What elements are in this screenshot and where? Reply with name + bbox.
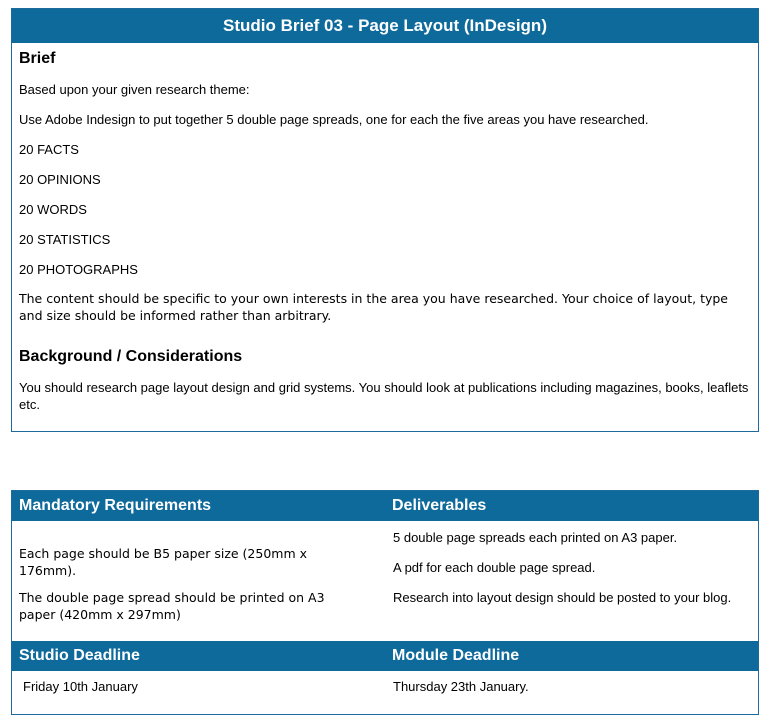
deliverable-item: A pdf for each double page spread. <box>393 560 596 575</box>
studio-deadline-heading: Studio Deadline <box>12 641 385 671</box>
studio-deadline-value: Friday 10th January <box>23 679 138 694</box>
background-text: You should research page layout design and grid systems. You should look at publications including magazines, books, leaflets etc. <box>19 380 749 412</box>
mandatory-item: The double page spread should be printed on A3 paper (420mm x 297mm) <box>19 590 325 622</box>
background-heading: Background / Considerations <box>19 348 243 365</box>
area-item-facts: 20 FACTS <box>19 142 79 157</box>
deliverable-item: Research into layout design should be posted to your blog. <box>393 590 732 605</box>
module-deadline-heading: Module Deadline <box>385 641 758 671</box>
mandatory-heading: Mandatory Requirements <box>12 491 385 521</box>
area-item-statistics: 20 STATISTICS <box>19 232 111 247</box>
area-item-opinions: 20 OPINIONS <box>19 172 101 187</box>
area-item-words: 20 WORDS <box>19 202 87 217</box>
area-item-photographs: 20 PHOTOGRAPHS <box>19 262 138 277</box>
mandatory-item: Each page should be B5 paper size (250mm x 176mm). <box>19 546 308 578</box>
brief-panel <box>11 8 759 432</box>
brief-intro: Based upon your given research theme: <box>19 82 250 97</box>
requirements-panel <box>11 490 759 715</box>
brief-heading: Brief <box>19 50 56 67</box>
brief-title: Studio Brief 03 - Page Layout (InDesign) <box>12 9 758 43</box>
content-note: The content should be specific to your own interests in the area you have researched. Your choice of layout, type and size should be informed rather than arbitrary. <box>19 291 728 323</box>
deliverable-item: 5 double page spreads each printed on A3 paper. <box>393 530 678 545</box>
deliverables-heading: Deliverables <box>385 491 758 521</box>
module-deadline-value: Thursday 23th January. <box>393 679 529 694</box>
brief-instruction: Use Adobe Indesign to put together 5 double page spreads, one for each the five areas you have researched. <box>19 112 649 127</box>
